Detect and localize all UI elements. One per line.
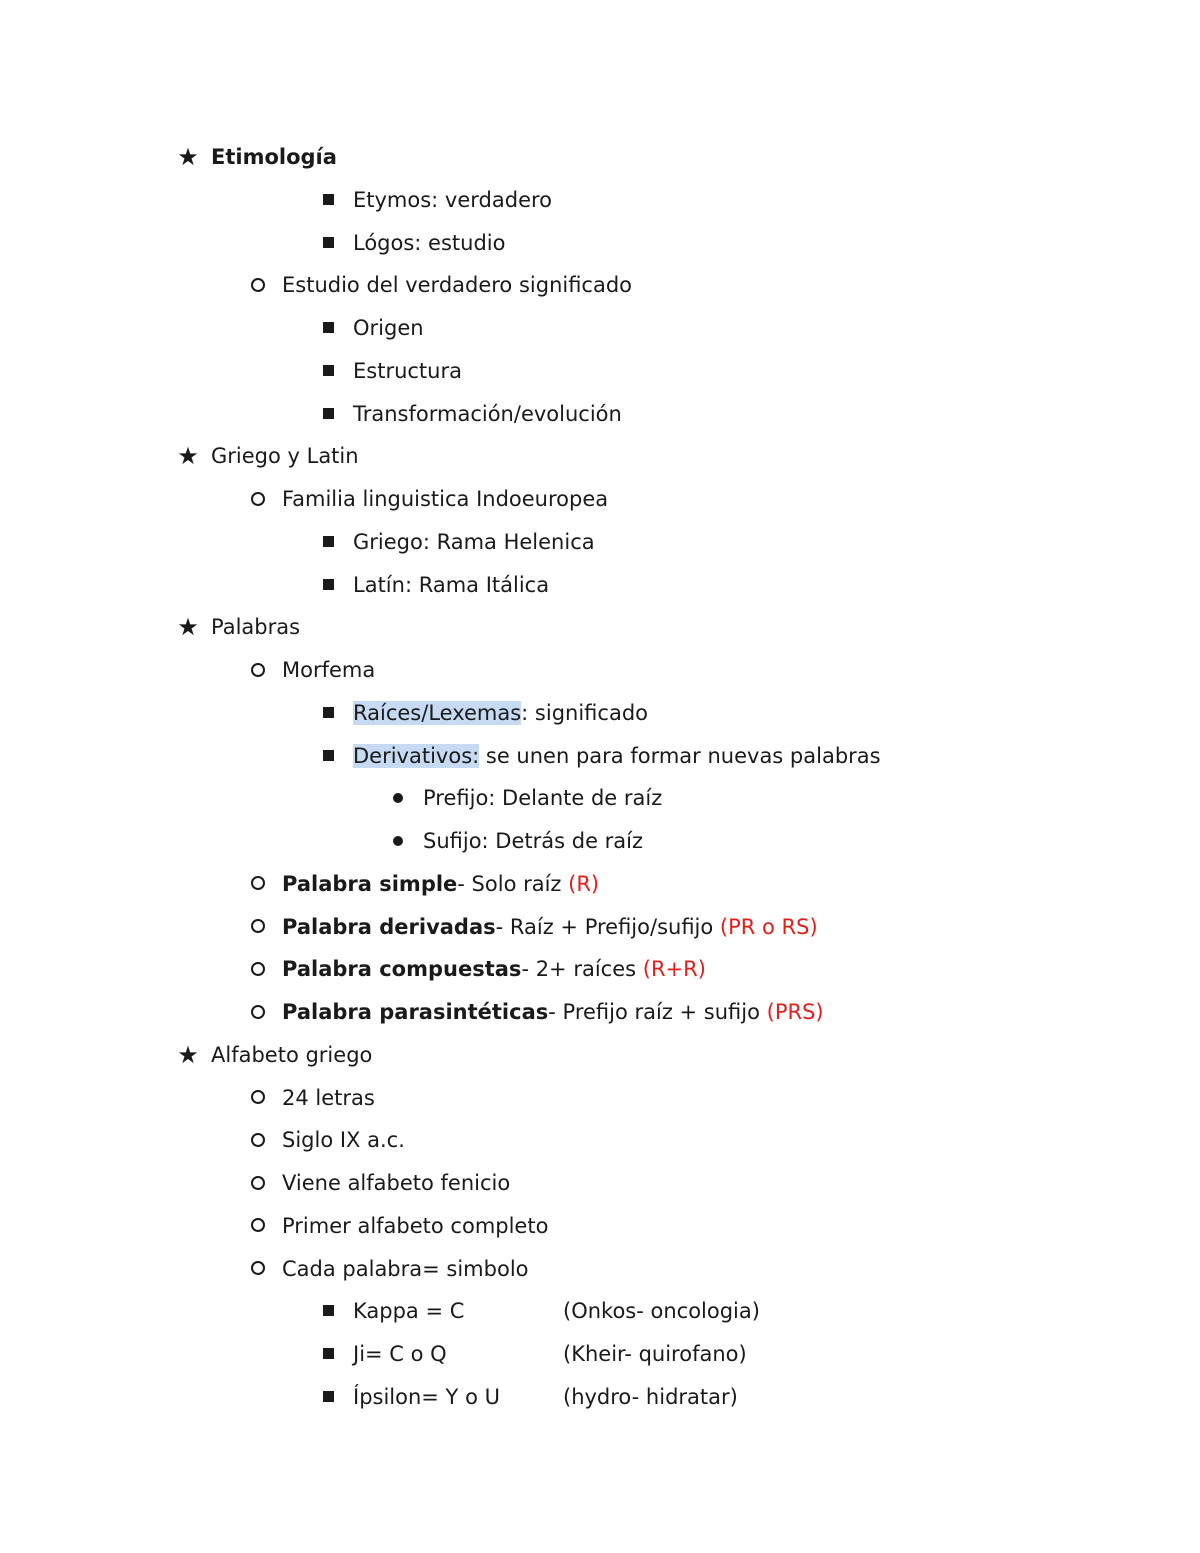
text-segment: Transformación/evolución [353,401,622,426]
text-segment: - Raíz + Prefijo/sufijo [495,914,720,939]
text-segment: Ji= C o Q [353,1342,447,1366]
item-text [211,612,300,642]
item-text [353,313,424,343]
text-segment: Alfabeto griego [211,1042,373,1067]
dot-bullet-icon [386,826,410,856]
item-text [353,570,549,600]
item-text [353,1296,464,1326]
item-text [282,869,599,899]
square-bullet-icon [316,356,340,386]
square-bullet-icon [316,399,340,429]
text-segment: Latín: Rama Itálica [353,572,550,597]
square-bullet-icon [316,313,340,343]
item-text [353,1382,500,1412]
item-text [282,1083,375,1113]
text-segment: Prefijo: Delante de raíz [423,786,663,811]
item-text [282,1254,529,1284]
square-bullet-icon [316,570,340,600]
item-text [353,228,505,258]
term-label: Palabra derivadas [282,914,496,939]
formula-label: (R+R) [642,957,706,982]
circle-bullet-icon [246,1254,270,1284]
formula-label: (R) [568,871,600,896]
item-text [353,356,462,386]
text-segment: Familia linguistica Indoeuropea [282,487,609,511]
text-segment: - Prefijo raíz + sufijo [548,1000,767,1024]
text-segment: Lógos: estudio [353,230,506,255]
square-bullet-icon [316,698,340,728]
text-segment: Ípsilon= Y o U [353,1384,500,1409]
text-segment: - 2+ raíces [521,957,643,982]
text-segment: Estudio del verdadero significado [282,273,633,298]
item-text [282,912,818,942]
item-text [353,527,595,557]
text-segment: Kappa = C [353,1299,465,1324]
term-label: Palabra parasintéticas [282,1000,549,1024]
term-label: Palabra compuestas [282,957,522,982]
text-segment: : significado [521,700,648,725]
text-segment: Griego y Latin [211,444,359,469]
item-text [211,142,337,172]
formula-label: (PRS) [766,1000,824,1024]
text-segment: Siglo IX a.c. [282,1128,405,1153]
star-icon: ★ [177,1040,199,1069]
item-text [211,1040,372,1070]
star-icon: ★ [177,143,199,171]
circle-bullet-icon [246,912,270,942]
item-text [353,399,622,429]
square-bullet-icon [316,1382,340,1412]
text-segment: 24 letras [282,1085,375,1110]
circle-bullet-icon [246,1125,270,1155]
text-segment: Palabras [211,615,301,640]
item-text [353,698,648,728]
circle-bullet-icon [246,270,270,300]
item-text [353,185,552,215]
circle-bullet-icon [246,869,270,899]
text-segment: - Solo raíz [457,871,569,896]
circle-bullet-icon [246,1168,270,1198]
circle-bullet-icon [246,997,270,1027]
formula-label: (PR o RS) [719,914,818,939]
text-segment: Viene alfabeto fenicio [282,1171,511,1195]
item-text [282,954,706,984]
highlighted-text: Raíces/Lexemas [353,700,522,725]
item-text [282,1168,510,1198]
circle-bullet-icon [246,484,270,514]
dot-bullet-icon [386,783,410,813]
example-text: (hydro- hidratar) [563,1384,738,1409]
square-bullet-icon [316,741,340,771]
item-text [353,741,881,771]
example-text: (Kheir- quirofano) [563,1342,747,1366]
circle-bullet-icon [246,1083,270,1113]
term-label: Etimología [211,145,337,169]
example-text: (Onkos- oncologia) [563,1299,760,1324]
text-segment: Morfema [282,658,376,682]
item-text [282,997,824,1027]
text-segment: Sufijo: Detrás de raíz [423,829,644,853]
text-segment: Etymos: verdadero [353,187,553,212]
highlighted-text: Derivativos: [353,743,480,768]
circle-bullet-icon [246,1211,270,1241]
term-label: Palabra simple [282,871,458,896]
star-icon: ★ [177,442,199,471]
item-text [423,783,662,813]
item-text [353,1339,447,1369]
item-text [282,1125,405,1155]
text-segment: Origen [353,316,424,340]
square-bullet-icon [316,527,340,557]
text-segment: Primer alfabeto completo [282,1213,549,1238]
text-segment: Griego: Rama Helenica [353,529,595,554]
item-text [282,655,375,685]
item-text [282,1211,548,1241]
text-segment: se unen para formar nuevas palabras [479,743,881,768]
item-text [211,441,359,471]
star-icon: ★ [177,613,199,642]
square-bullet-icon [316,1339,340,1369]
item-text [282,270,632,300]
square-bullet-icon [316,185,340,215]
square-bullet-icon [316,228,340,258]
item-text [282,484,608,514]
text-segment: Estructura [353,358,462,383]
circle-bullet-icon [246,655,270,685]
square-bullet-icon [316,1296,340,1326]
circle-bullet-icon [246,954,270,984]
text-segment: Cada palabra= simbolo [282,1256,529,1281]
item-text [423,826,643,856]
